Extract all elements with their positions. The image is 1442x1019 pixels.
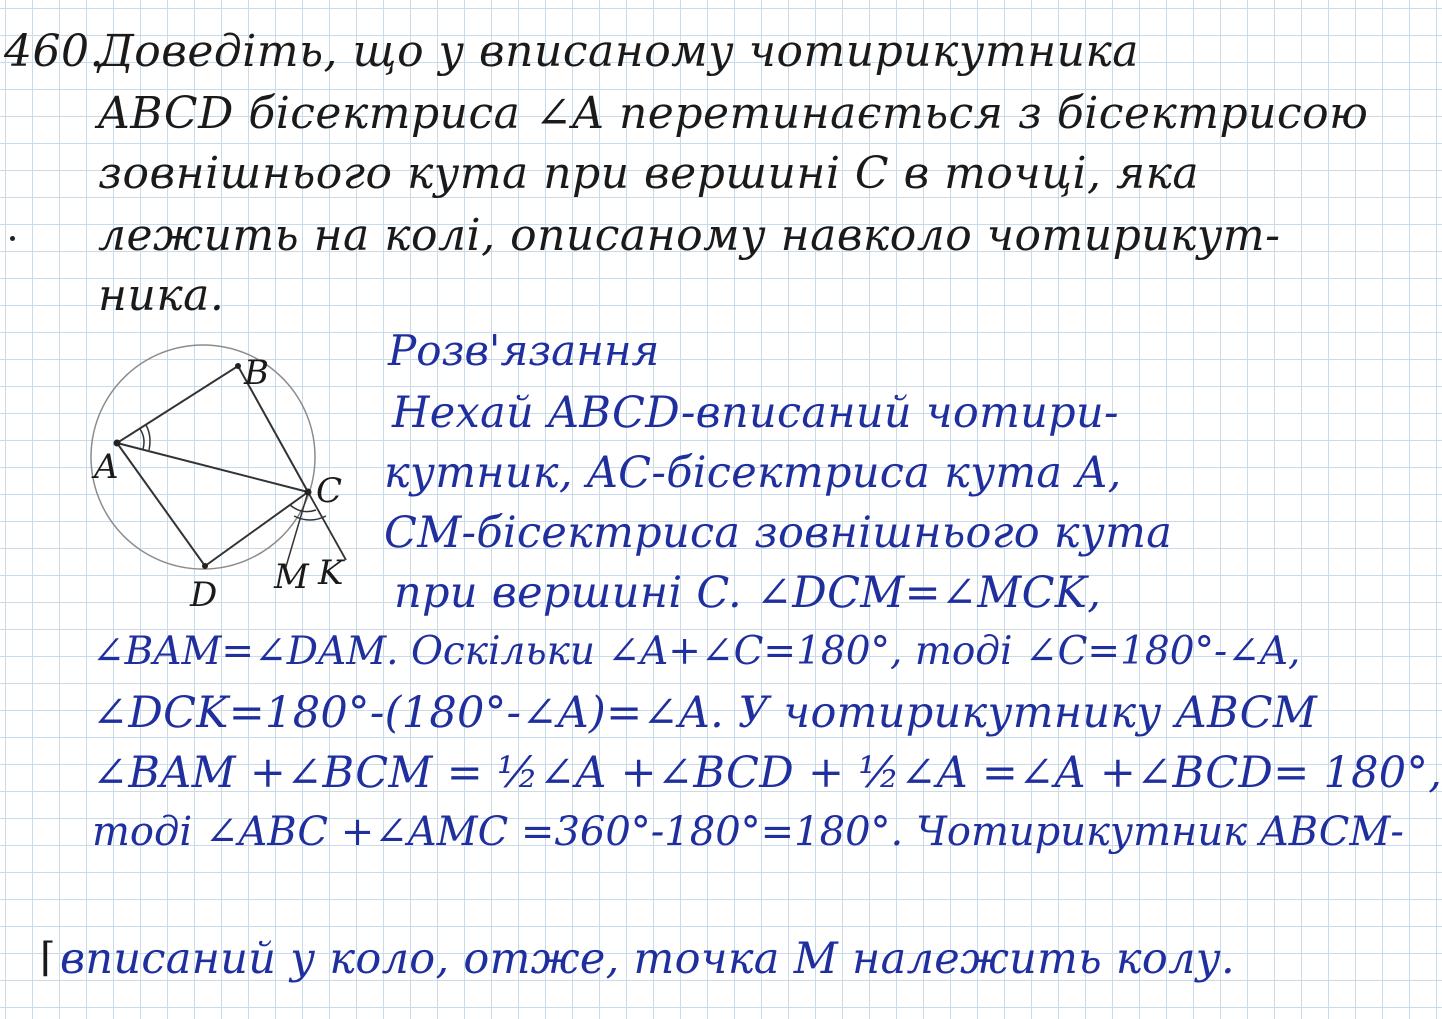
quadrilateral-abcd <box>117 366 308 566</box>
vertex-label-c: C <box>316 471 343 511</box>
solution-heading: Розв'язання <box>388 326 660 375</box>
solution-line-3: CM-бісектриса зовнішнього кута <box>384 508 1173 558</box>
vertex-label-a: A <box>94 447 119 487</box>
solution-line-5: ∠BAM=∠DAM. Оскільки ∠A+∠C=180°, тоді ∠C=180°-∠A, <box>92 629 1301 674</box>
vertex-label-b: B <box>244 353 269 393</box>
vertex-label-d: D <box>190 575 218 615</box>
point-label-k: K <box>318 553 344 593</box>
solution-line-2: кутник, AC-бісектриса кута A, <box>384 448 1122 498</box>
margin-dot <box>10 236 15 241</box>
left-bracket-mark: ⌈ <box>40 935 56 981</box>
problem-number: 460. <box>4 26 104 77</box>
problem-line-1: Доведіть, що у вписаному чотирикутника <box>98 26 1139 77</box>
problem-line-5: ника. <box>98 270 225 321</box>
solution-line-1: Нехай ABCD-вписаний чотири- <box>392 388 1119 438</box>
circumcircle <box>91 345 315 569</box>
problem-line-3: зовнішнього кута при вершині C в точці, яка <box>98 148 1200 199</box>
solution-line-4: при вершині C. ∠DCM=∠MCK, <box>394 568 1102 618</box>
solution-line-7: ∠BAM +∠BCM = ½∠A +∠BCD + ½∠A =∠A +∠BCD= 180°, <box>92 748 1442 798</box>
problem-line-4: лежить на колі, описаному навколо чотирикут- <box>98 210 1281 261</box>
angle-arc-a1 <box>146 425 150 450</box>
solution-line-8: тоді ∠ABC +∠AMC =360°-180°=180°. Чотирикутник ABCM- <box>92 809 1404 855</box>
problem-line-2: ABCD бісектриса ∠A перетинається з бісектрисою <box>98 88 1369 139</box>
angle-arc-a2 <box>140 429 144 449</box>
point-label-m: M <box>274 557 309 597</box>
solution-line-6: ∠DCK=180°-(180°-∠A)=∠A. У чотирикутнику ABCM <box>92 688 1318 738</box>
solution-line-9: вписаний у коло, отже, точка M належить колу. <box>60 934 1235 984</box>
